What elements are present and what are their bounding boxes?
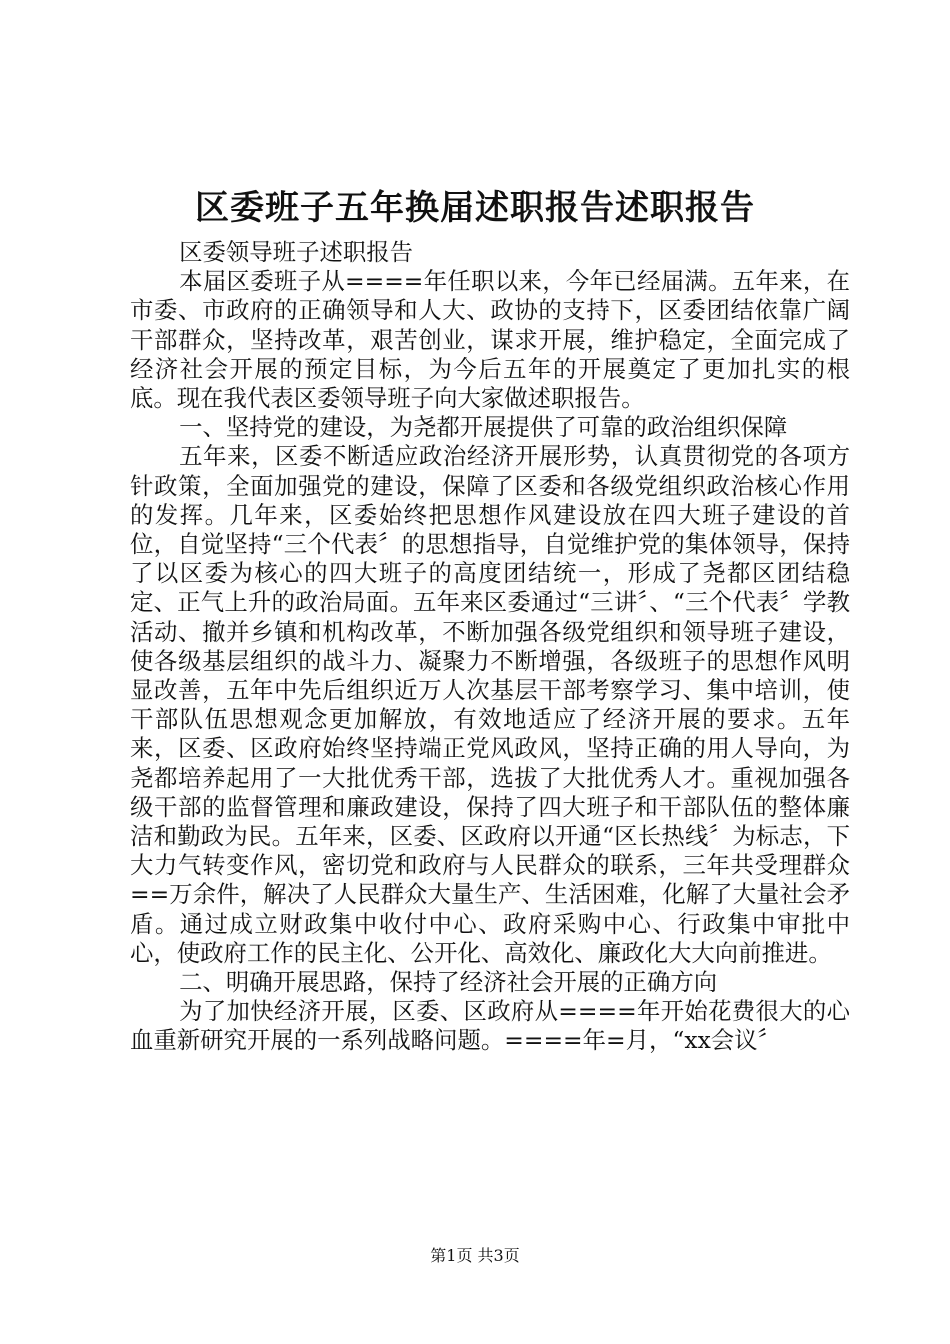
paragraph-development: 为了加快经济开展，区委、区政府从====年开始花费很大的心血重新研究开展的一系列战略问题。====年=月，“xx会议〞 [130,997,850,1055]
paragraph-intro: 本届区委班子从====年任职以来，今年已经届满。五年来，在市委、市政府的正确领导和人大、政协的支持下，区委团结依靠广阔干部群众，坚持改革，艰苦创业，谋求开展，维护稳定，全面完成了经济社会开展的预定目标，为今后五年的开展奠定了更加扎实的根底。现在我代表区委领导班子向大家做述职报告。 [130,267,850,413]
section-heading-1: 一、坚持党的建设，为尧都开展提供了可靠的政治组织保障 [179,413,788,442]
page-number: 第1页 共3页 [430,1246,520,1265]
paragraph-party-building: 五年来，区委不断适应政治经济开展形势，认真贯彻党的各项方针政策，全面加强党的建设，保障了区委和各级党组织政治核心作用的发挥。几年来，区委始终把思想作风建设放在四大班子建设的首位，自觉坚持“三个代表〞的思想指导，自觉维护党的集体领导，保持了以区委为核心的四大班子的高度团结统一，形成了尧都区团结稳定、正气上升的政治局面。五年来区委通过“三讲〞、“三个代表〞学教活动、撤并乡镇和机构改革，不断加强各级党组织和领导班子建设，使各级基层组织的战斗力、凝聚力不断增强，各级班子的思想作风明显改善，五年中先后组织近万人次基层干部考察学习、集中培训，使干部队伍思想观念更加解放，有效地适应了经济开展的要求。五年来，区委、区政府始终坚持端正党风政风，坚持正确的用人导向，为尧都培养起用了一大批优秀干部，选拔了大批优秀人才。重视加强各级干部的监督管理和廉政建设，保持了四大班子和干部队伍的整体廉洁和勤政为民。五年来，区委、区政府以开通“区长热线〞为标志，下大力气转变作风，密切党和政府与人民群众的联系，三年共受理群众 ==万余件，解决了人民群众大量生产、生活困难，化解了大量社会矛盾。通过成立财政集中收付中心、政府采购中心、行政集中审批中心，使政府工作的民主化、公开化、高效化、廉政化大大向前推进。 [130,442,897,967]
section-heading-2: 二、明确开展思路，保持了经济社会开展的正确方向 [179,968,718,997]
document-body [130,238,897,1056]
document-title: 区委班子五年换届述职报告述职报告 [195,188,755,228]
paragraph-subtitle: 区委领导班子述职报告 [179,238,414,266]
